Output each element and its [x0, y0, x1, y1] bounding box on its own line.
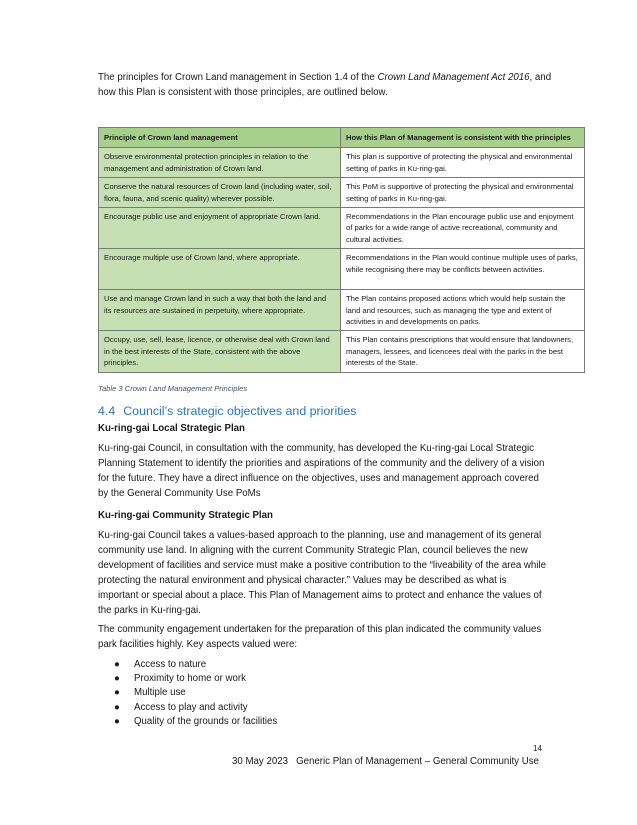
consistency-cell: Recommendations in the Plan would continue multiple uses of parks, while recognising there may be conflicts between activities. — [341, 249, 585, 290]
list-item-text: Proximity to home or work — [134, 673, 246, 685]
bullet-icon: ● — [114, 715, 120, 727]
intro-paragraph — [98, 70, 558, 100]
consistency-cell: This plan is supportive of protecting the physical and environmental setting of parks in Ku-ring-gai. — [341, 148, 585, 178]
section-heading — [98, 404, 356, 418]
csp-heading: Ku-ring-gai Community Strategic Plan — [98, 510, 273, 521]
principle-cell: Use and manage Crown land in such a way that both the land and its resources are sustained in perpetuity, where appropriate. — [99, 290, 341, 331]
list-item — [98, 658, 277, 672]
list-item-text: Multiple use — [134, 687, 186, 699]
principle-cell: Observe environmental protection principles in relation to the management and administration of Crown land. — [99, 148, 341, 178]
table-header-row — [99, 128, 585, 148]
page-number: 14 — [533, 744, 543, 753]
consistency-cell: This Plan contains prescriptions that would ensure that landowners, managers, lessees, and licencees deal with the parks in the best interests of the State. — [341, 331, 585, 372]
list-item — [98, 715, 277, 729]
table-row — [99, 331, 585, 372]
list-item — [98, 701, 277, 715]
footer-text: 30 May 2023 Generic Plan of Management – General Community Use — [232, 756, 539, 767]
bullet-icon: ● — [114, 673, 120, 685]
consistency-cell: The Plan contains proposed actions which would help sustain the land and resources, such as managing the type and extent of activities in and developments on parks. — [341, 290, 585, 331]
principle-cell: Encourage multiple use of Crown land, where appropriate. — [99, 249, 341, 290]
csp-paragraph: Ku-ring-gai Council takes a values-based approach to the planning, use and management of its general community use land. In aligning with the current Community Strategic Plan, council believes the new development of facilities and service must make a positive contribution to the “liveability of the area while protecting the natural environment and physical character.” Values may be described as what is important or special about a place. This Plan of Management aims to protect and enhance the values of the parks in Ku-ring-gai. — [98, 530, 547, 617]
list-item-text: Quality of the grounds or facilities — [134, 715, 278, 727]
section-number: 4.4 — [98, 404, 116, 418]
table-row — [99, 148, 585, 178]
table-row — [99, 208, 585, 249]
crown-land-principles-table — [98, 127, 585, 373]
list-item-text: Access to nature — [134, 659, 207, 670]
principle-cell: Encourage public use and enjoyment of appropriate Crown land. — [99, 208, 341, 249]
table-row — [99, 178, 585, 208]
intro-text-after: , and how this Plan is consistent with those principles, are outlined below. — [98, 72, 552, 98]
bullet-icon: ● — [114, 659, 120, 670]
consistency-cell: Recommendations in the Plan encourage public use and enjoyment of parks for a wide range of active recreational, community and cultural activities. — [341, 208, 585, 249]
lsps-heading: Ku-ring-gai Local Strategic Plan — [98, 423, 245, 434]
act-title: Crown Land Management Act 2016 — [377, 72, 530, 83]
valued-aspects-list — [98, 658, 277, 729]
bullet-icon: ● — [114, 687, 120, 699]
intro-text-before: The principles for Crown Land management in Section 1.4 of the — [98, 72, 378, 83]
table-caption: Table 3 Crown Land Management Principles — [98, 384, 248, 393]
lsps-paragraph: Ku-ring-gai Council, in consultation with the community, has developed the Ku-ring-gai Local Strategic Planning Statement to identify the priorities and aspirations of the community and the delivery of a vision for the future. They have a direct influence on the objectives, uses and management approach covered by the General Community Use PoMs — [98, 443, 545, 500]
principle-cell: Conserve the natural resources of Crown land (including water, soil, flora, fauna, and scenic quality) wherever possible. — [99, 178, 341, 208]
list-item — [98, 672, 277, 686]
principle-cell: Occupy, use, sell, lease, licence, or otherwise deal with Crown land in the best interests of the State, consistent with the above principles. — [99, 331, 341, 372]
engagement-paragraph: The community engagement undertaken for the preparation of this plan indicated the community values park facilities highly. Key aspects valued were: — [98, 624, 542, 651]
list-item — [98, 686, 277, 700]
section-title: Council’s strategic objectives and priorities — [123, 404, 357, 418]
column-header-principle: Principle of Crown land management — [99, 128, 341, 148]
consistency-cell: This PoM is supportive of protecting the physical and environmental setting of parks in Ku-ring-gai. — [341, 178, 585, 208]
table-row — [99, 249, 585, 290]
column-header-consistency: How this Plan of Management is consistent with the principles — [341, 128, 585, 148]
list-item-text: Access to play and activity — [134, 701, 248, 713]
table-row — [99, 290, 585, 331]
bullet-icon: ● — [114, 701, 120, 713]
